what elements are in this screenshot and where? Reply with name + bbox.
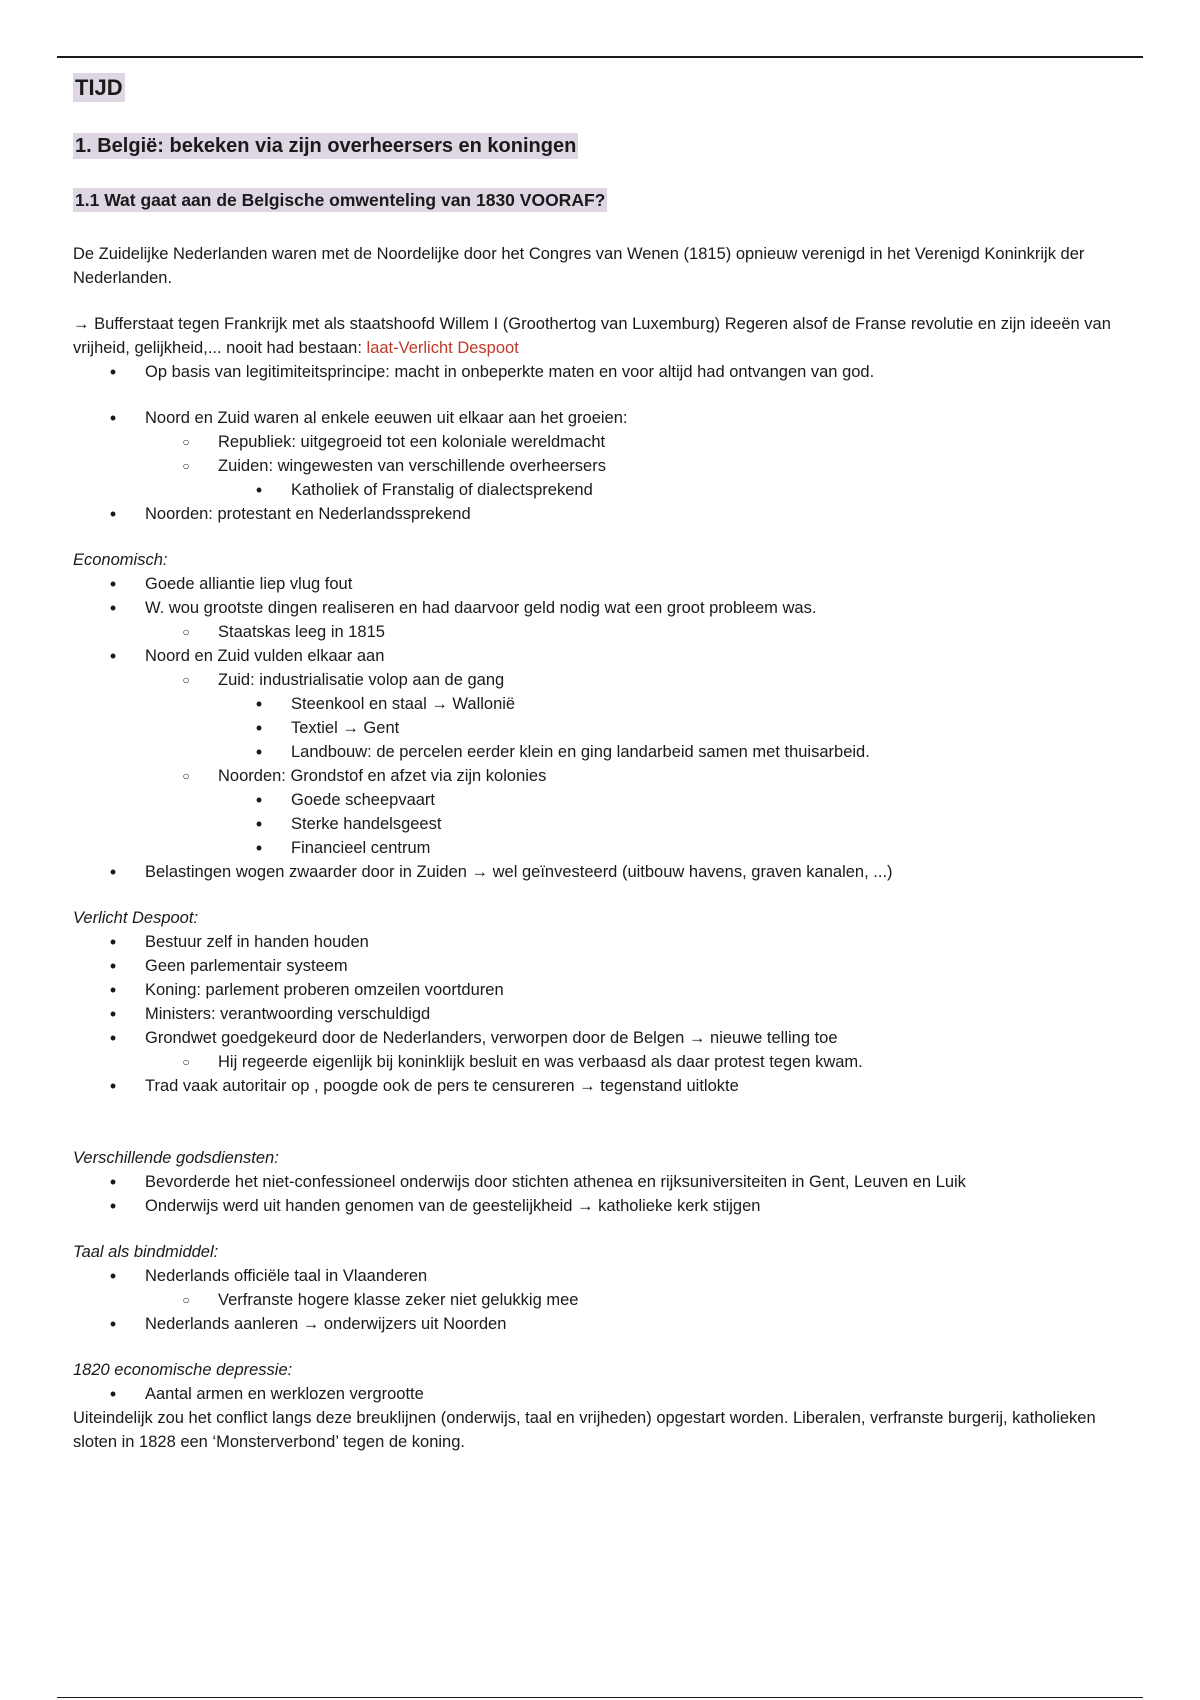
list-item: • Trad vaak autoritair op , poogde ook de pers te censureren → tegenstand uitlokte (109, 1076, 739, 1096)
red-highlight-text: laat-Verlicht Despoot (366, 339, 519, 357)
intro-list (73, 360, 1113, 384)
list-item: • Nederlands officiële taal in Vlaanderen (109, 1266, 428, 1286)
economisch-list (73, 572, 1113, 884)
list-item: • Bestuur zelf in handen houden (109, 932, 369, 952)
list-item: ○ Hij regeerde eigenlijk bij koninklijk besluit en was verbaasd als daar protest tegen kwam. (182, 1053, 863, 1071)
section-label-economisch: Economisch: (73, 551, 168, 569)
list-item: ○ Staatskas leeg in 1815 (182, 623, 385, 641)
page-title: TIJD (75, 75, 123, 100)
list-item: • Textiel → Gent (255, 718, 400, 738)
list-item: • Landbouw: de percelen eerder klein en ging landarbeid samen met thuisarbeid. (255, 742, 870, 762)
depressie-list (73, 1382, 1113, 1406)
list-item: • Geen parlementair systeem (109, 956, 348, 976)
list-item: • Noorden: protestant en Nederlandssprekend (109, 504, 471, 524)
list-item: • Steenkool en staal → Wallonië (255, 694, 516, 714)
list-item: • Bevorderde het niet-confessioneel onderwijs door stichten athenea en rijksuniversiteiten in Gent, Leuven en Luik (109, 1172, 966, 1192)
intro-paragraph: De Zuidelijke Nederlanden waren met de Noordelijke door het Congres van Wenen (1815) opnieuw verenigd in het Verenigd Koninkrijk der Nederlanden. (73, 245, 1085, 287)
list-item: ○ Republiek: uitgegroeid tot een koloniale wereldmacht (182, 433, 606, 451)
bufferstaat-paragraph: → Bufferstaat tegen Frankrijk met als staatshoofd Willem I (Groothertog van Luxemburg) Regeren alsof de Franse revolutie en zijn ideeën van vrijheid, gelijkheid,... nooit had bestaan: laat-Verlicht Despoot (73, 315, 1111, 357)
section-label-despoot: Verlicht Despoot: (73, 909, 199, 927)
list-item: • Noord en Zuid vulden elkaar aan (109, 646, 385, 666)
noord-zuid-list (73, 406, 1113, 526)
list-item: • Sterke handelsgeest (255, 814, 442, 834)
list-item: • Onderwijs werd uit handen genomen van de geestelijkheid → katholieke kerk stijgen (109, 1196, 761, 1216)
list-item: • Op basis van legitimiteitsprincipe: macht in onbeperkte maten en voor altijd had ontvangen van god. (109, 362, 875, 382)
list-item: ○ Zuid: industrialisatie volop aan de gang (182, 671, 505, 689)
heading-1-1: 1.1 Wat gaat aan de Belgische omwenteling van 1830 VOORAF? (75, 190, 606, 210)
list-item: • Financieel centrum (255, 838, 431, 858)
conclusion-paragraph: Uiteindelijk zou het conflict langs deze breuklijnen (onderwijs, taal en vrijheden) opgestart worden. Liberalen, verfranste burgerij, katholieken sloten in 1828 een ‘Monsterverbond’ tegen de koning. (73, 1409, 1096, 1451)
godsdienst-list (73, 1170, 1113, 1218)
header-rule (57, 56, 1143, 58)
section-label-godsdienst: Verschillende godsdiensten: (73, 1149, 279, 1167)
list-item: • W. wou grootste dingen realiseren en had daarvoor geld nodig wat een groot probleem was. (109, 598, 817, 618)
list-item: • Nederlands aanleren → onderwijzers uit Noorden (109, 1314, 507, 1334)
list-item: • Goede scheepvaart (255, 790, 436, 810)
list-item: • Katholiek of Franstalig of dialectsprekend (255, 480, 593, 500)
document-body (73, 242, 1113, 1454)
section-label-taal: Taal als bindmiddel: (73, 1243, 219, 1261)
list-item: • Noord en Zuid waren al enkele eeuwen uit elkaar aan het groeien: (109, 408, 628, 428)
heading-1: 1. België: bekeken via zijn overheersers en koningen (75, 135, 577, 157)
list-item: • Koning: parlement proberen omzeilen voortduren (109, 980, 504, 1000)
list-item: • Aantal armen en werklozen vergrootte (109, 1384, 424, 1404)
list-item: • Belastingen wogen zwaarder door in Zuiden → wel geïnvesteerd (uitbouw havens, graven kanalen, ...) (109, 862, 893, 882)
list-item: • Goede alliantie liep vlug fout (109, 574, 353, 594)
list-item: ○ Verfranste hogere klasse zeker niet gelukkig mee (182, 1291, 579, 1309)
taal-list (73, 1264, 1113, 1336)
list-item: ○ Zuiden: wingewesten van verschillende overheersers (182, 457, 606, 475)
section-label-depressie: 1820 economische depressie: (73, 1361, 293, 1379)
despoot-list (73, 930, 1113, 1098)
list-item: • Ministers: verantwoording verschuldigd (109, 1004, 431, 1024)
footer-rule (57, 1697, 1143, 1698)
document-page (73, 68, 1113, 1451)
list-item: • Grondwet goedgekeurd door de Nederlanders, verworpen door de Belgen → nieuwe telling toe (109, 1028, 838, 1048)
list-item: ○ Noorden: Grondstof en afzet via zijn kolonies (182, 767, 547, 785)
